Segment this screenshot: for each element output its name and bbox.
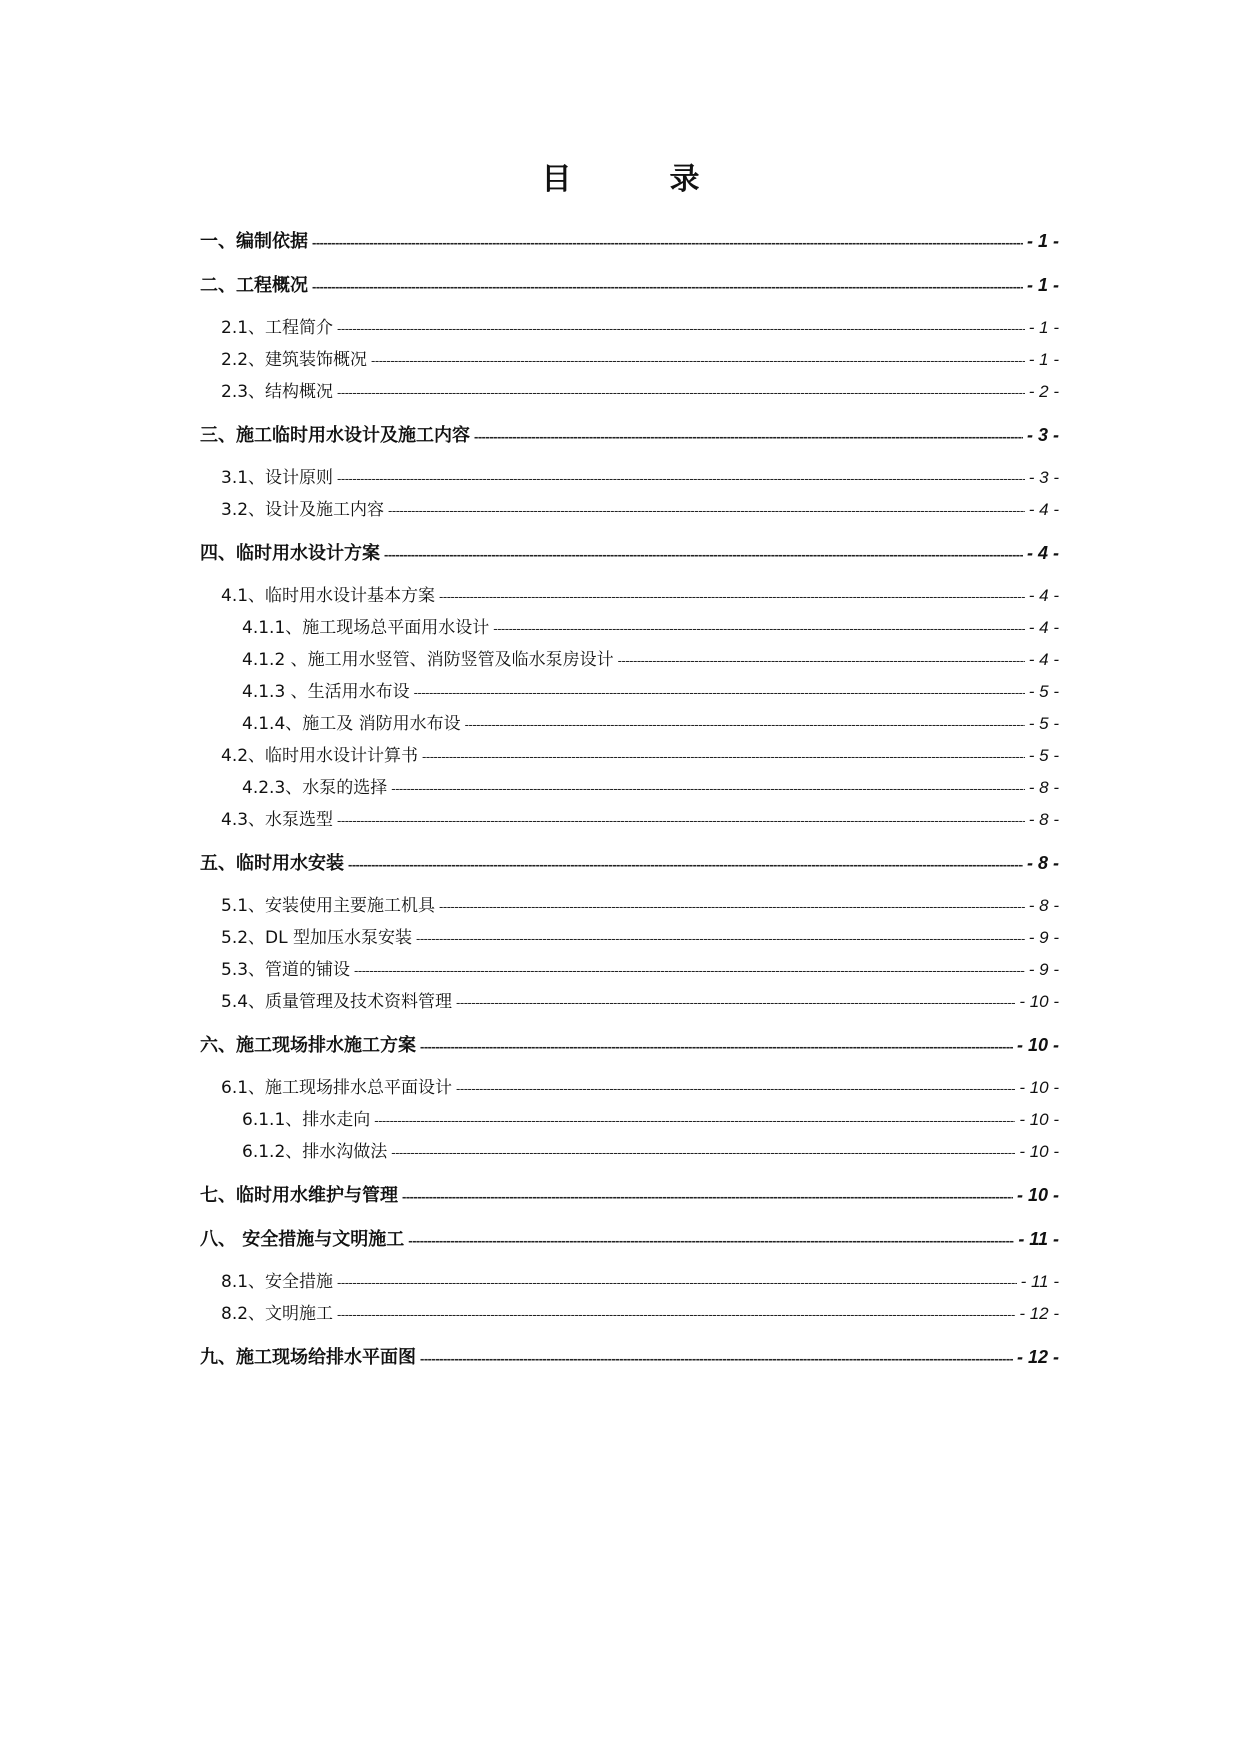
- toc-leader: [416, 923, 1025, 955]
- toc-page-number: - 1 -: [1026, 275, 1059, 295]
- toc-entry-label: 3.1、设计原则: [221, 468, 334, 488]
- toc-entry[interactable]: [200, 890, 1059, 922]
- toc-entry[interactable]: [200, 376, 1059, 408]
- toc-page-number: - 4 -: [1028, 618, 1059, 637]
- toc-page-number: - 1 -: [1026, 231, 1059, 251]
- toc-leader: [348, 848, 1023, 882]
- toc-page-number: - 5 -: [1028, 746, 1059, 765]
- toc-entry-label: 三、施工临时用水设计及施工内容: [200, 425, 470, 446]
- toc-leader: [408, 1224, 1014, 1258]
- toc-page-number: - 1 -: [1028, 350, 1059, 369]
- toc-entry[interactable]: [200, 922, 1059, 954]
- toc-entry-label: 4.1.3 、生活用水布设: [242, 682, 410, 702]
- toc-entry-label: 2.3、结构概况: [221, 382, 334, 402]
- toc-page-number: - 3 -: [1026, 425, 1059, 445]
- toc-entry-label: 5.4、质量管理及技术资料管理: [221, 992, 453, 1012]
- toc-entry[interactable]: [200, 494, 1059, 526]
- toc-leader: [456, 987, 1015, 1019]
- toc-entry[interactable]: [200, 344, 1059, 376]
- toc-entry[interactable]: [200, 1072, 1059, 1104]
- toc-leader: [420, 1342, 1013, 1376]
- toc-page-number: - 11 -: [1020, 1272, 1059, 1291]
- toc-entry-label: 5.1、安装使用主要施工机具: [221, 896, 436, 916]
- toc-entry-label: 八、 安全措施与文明施工: [200, 1229, 405, 1250]
- toc-leader: [354, 955, 1025, 987]
- toc-leader: [374, 1105, 1015, 1137]
- toc-page-number: - 4 -: [1026, 543, 1059, 563]
- toc-page-number: - 2 -: [1028, 382, 1059, 401]
- toc-leader: [618, 645, 1025, 677]
- toc-page-number: - 10 -: [1016, 1185, 1059, 1205]
- toc-leader: [384, 538, 1023, 572]
- toc-leader: [493, 613, 1025, 645]
- document-title: 目 录: [541, 162, 734, 197]
- toc-leader: [391, 773, 1025, 805]
- toc-entry[interactable]: [200, 462, 1059, 494]
- toc-entry[interactable]: [200, 954, 1059, 986]
- toc-entry-label: 二、工程概况: [200, 275, 308, 296]
- toc-page-number: - 1 -: [1028, 318, 1059, 337]
- toc-entry-label: 8.1、安全措施: [221, 1272, 334, 1292]
- toc-leader: [371, 345, 1025, 377]
- toc-entry[interactable]: [200, 986, 1059, 1018]
- toc-leader: [420, 1030, 1013, 1064]
- toc-entry-label: 3.2、设计及施工内容: [221, 500, 385, 520]
- toc-page-number: - 4 -: [1028, 650, 1059, 669]
- toc-entry[interactable]: [200, 1340, 1059, 1374]
- toc-entry-label: 6.1.2、排水沟做法: [242, 1142, 388, 1162]
- toc-entry-label: 4.1.1、施工现场总平面用水设计: [242, 618, 490, 638]
- toc-leader: [422, 741, 1025, 773]
- toc-leader: [337, 377, 1025, 409]
- toc-entry-label: 六、施工现场排水施工方案: [200, 1035, 416, 1056]
- toc-entry[interactable]: [200, 846, 1059, 880]
- toc-entry-label: 6.1、施工现场排水总平面设计: [221, 1078, 453, 1098]
- toc-page-number: - 8 -: [1028, 778, 1059, 797]
- toc-page-number: - 4 -: [1028, 500, 1059, 519]
- toc-entry[interactable]: [200, 740, 1059, 772]
- toc-page-number: - 9 -: [1028, 960, 1059, 979]
- toc-leader: [337, 463, 1025, 495]
- toc-leader: [456, 1073, 1015, 1105]
- toc-leader: [391, 1137, 1015, 1169]
- toc-entry-label: 4.1.2 、施工用水竖管、消防竖管及临水泵房设计: [242, 650, 614, 670]
- toc-entry-label: 九、施工现场给排水平面图: [200, 1347, 416, 1368]
- toc-leader: [439, 891, 1025, 923]
- toc-entry-label: 4.1.4、施工及 消防用水布设: [242, 714, 461, 734]
- toc-entry-label: 5.2、DL 型加压水泵安装: [221, 928, 413, 948]
- toc-entry-label: 4.1、临时用水设计基本方案: [221, 586, 436, 606]
- toc-page-number: - 12 -: [1016, 1347, 1059, 1367]
- toc-entry-label: 6.1.1、排水走向: [242, 1110, 371, 1130]
- toc-page-number: - 10 -: [1019, 1078, 1059, 1097]
- toc-entry[interactable]: [200, 1222, 1059, 1256]
- toc-page-number: - 9 -: [1028, 928, 1059, 947]
- toc-entry[interactable]: [200, 268, 1059, 302]
- toc-entry[interactable]: [200, 1298, 1059, 1330]
- toc-leader: [414, 677, 1025, 709]
- toc-leader: [312, 226, 1023, 260]
- toc-entry[interactable]: [200, 418, 1059, 452]
- toc-entry-label: 4.2、临时用水设计计算书: [221, 746, 419, 766]
- toc-entry[interactable]: [200, 1028, 1059, 1062]
- toc-entry[interactable]: [200, 580, 1059, 612]
- toc-page-number: - 10 -: [1019, 1142, 1059, 1161]
- toc-leader: [312, 270, 1023, 304]
- toc-page-number: - 4 -: [1028, 586, 1059, 605]
- toc-entry[interactable]: [200, 224, 1059, 258]
- toc-leader: [439, 581, 1025, 613]
- toc-page-number: - 8 -: [1028, 810, 1059, 829]
- toc-entry-label: 2.2、建筑装饰概况: [221, 350, 368, 370]
- toc-leader: [337, 805, 1025, 837]
- toc-leader: [337, 1299, 1015, 1331]
- toc-entry[interactable]: [200, 1136, 1059, 1168]
- toc-page-number: - 12 -: [1019, 1304, 1059, 1323]
- toc-entry-label: 四、临时用水设计方案: [200, 543, 380, 564]
- toc-page-number: - 10 -: [1019, 1110, 1059, 1129]
- toc-entry[interactable]: [200, 708, 1059, 740]
- toc-entry-label: 七、临时用水维护与管理: [200, 1185, 398, 1206]
- toc-page-number: - 11 -: [1018, 1229, 1059, 1249]
- toc-leader: [337, 313, 1025, 345]
- toc-page-number: - 10 -: [1019, 992, 1059, 1011]
- toc-leader: [388, 495, 1025, 527]
- toc-page-number: - 8 -: [1026, 853, 1059, 873]
- toc-entry[interactable]: [200, 644, 1059, 676]
- toc-entry-label: 4.2.3、水泵的选择: [242, 778, 388, 798]
- toc-entry[interactable]: [200, 1104, 1059, 1136]
- toc-entry-label: 一、编制依据: [200, 231, 308, 252]
- toc-leader: [337, 1267, 1017, 1299]
- toc-entry-label: 8.2、文明施工: [221, 1304, 334, 1324]
- toc-entry-label: 4.3、水泵选型: [221, 810, 334, 830]
- toc-entry[interactable]: [200, 1266, 1059, 1298]
- toc-page-number: - 10 -: [1016, 1035, 1059, 1055]
- toc-entry-label: 5.3、管道的铺设: [221, 960, 351, 980]
- toc-entry-label: 2.1、工程简介: [221, 318, 334, 338]
- toc-leader: [465, 709, 1025, 741]
- toc-entry[interactable]: [200, 612, 1059, 644]
- table-of-contents: [200, 224, 1059, 1384]
- toc-leader: [402, 1180, 1013, 1214]
- toc-entry-label: 五、临时用水安装: [200, 853, 344, 874]
- toc-page-number: - 5 -: [1028, 714, 1059, 733]
- toc-entry[interactable]: [200, 804, 1059, 836]
- toc-entry[interactable]: [200, 536, 1059, 570]
- toc-page-number: - 5 -: [1028, 682, 1059, 701]
- toc-leader: [474, 420, 1023, 454]
- toc-page-number: - 3 -: [1028, 468, 1059, 487]
- toc-entry[interactable]: [200, 772, 1059, 804]
- toc-entry[interactable]: [200, 676, 1059, 708]
- toc-page-number: - 8 -: [1028, 896, 1059, 915]
- toc-entry[interactable]: [200, 312, 1059, 344]
- toc-entry[interactable]: [200, 1178, 1059, 1212]
